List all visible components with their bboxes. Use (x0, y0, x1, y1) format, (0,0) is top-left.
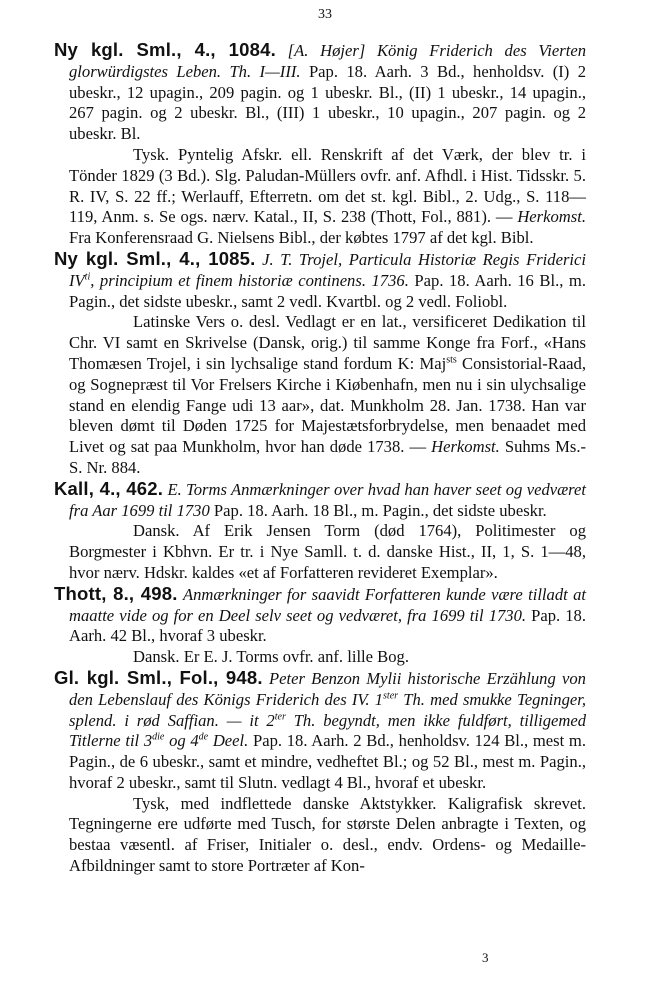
shelf-mark: Ny kgl. Sml., 4., 1085. (54, 247, 256, 269)
entry-note: Tysk, med indflettede danske Aktstykker. Kaligrafisk skrevet. Tegningerne ere udførte med Tusch, for største Delen anbragte i Texten, og bestaa væsentl. af Friser, Initialer o. desl., endv. Ordens- og Medaille-Afbildninger samt to store Portræter af Kon- (69, 793, 586, 876)
entry-title: E. Torms Anmærkninger over hvad han haver seet og vedværet fra Aar 1699 til 1730 (69, 479, 586, 520)
entry-title: J. T. Trojel, Particula Historiæ Regis Friderici $IV^{ti}$, principium et finem historiæ continens. 1736. (69, 249, 586, 290)
herkomst-label: Herkomst. (431, 437, 500, 457)
herkomst-label: Herkomst. (517, 207, 586, 227)
shelf-mark: Thott, 8., 498. (54, 582, 178, 604)
catalogue-entry (54, 584, 586, 668)
entry-title: Anmærkninger for saavidt Forfatteren kunde være tilladt at maatte vide og for en Deel selv seet og vedværet, fra 1699 til 1730. (69, 584, 586, 625)
catalogue-entry (54, 479, 586, 584)
shelf-mark: Ny kgl. Sml., 4., 1084. (54, 39, 276, 60)
entry-title: Peter Benzon Mylii historische Erzählung von den Lebenslauf des Königs Friderich des IV. $1^{ster}$ Th. med smukke Tegninger, splend. i rød Saffian. — it $2^{ter}$ Th. begyndt, men ikke fuldført, tilligemed Titlerne til $3^{die}$ og 4de Deel. (69, 668, 586, 751)
shelf-mark: Kall, 4., 462. (54, 477, 164, 499)
entry-note: Latinske Vers o. desl. Vedlagt er en lat., versificeret Dedikation til Chr. VI samt en Skrivelse (Dansk, orig.) til samme Konge fra Forf., «Hans Thomæsen Trojel, i sin lychsalige stand fordum K: Maj$^{sts}$ Consistorial-Raad, og Sognepræst til Vor Frelsers Kirche i Kiøbenhafn, men nu i sin ulychsalige stand en elendig Fange udi 13 aar», dat. Munkholm 28. Jan. 1738. Han var bleven dømt til Døden 1725 for Majestætsforbrydelse, men benaadet med Livet og sat paa Munkholm, hvor han døde 1738. — Herkomst. Suhms Ms.-S. Nr. 884. (69, 312, 586, 477)
entry-title: [A. Højer] König Friderich des Vierten glorwürdigstes Leben. Th. I—III. (69, 41, 586, 81)
entry-note: Dansk. Er E. J. Torms ovfr. anf. lille Bog. (133, 647, 409, 667)
catalogue-entry (54, 40, 586, 249)
entry-note: Dansk. Af Erik Jensen Torm (død 1764), Politimester og Borgmester i Kbhvn. Er tr. i Nye Samll. t. d. danske Hist., II, 1, S. 1—48, hvor nærv. Hdskr. kaldes «et af Forfatteren revideret Exemplar». (69, 521, 586, 582)
signature-mark: 3 (482, 950, 489, 965)
entry-description: Pap. 18. Aarh. 16 Bl., m. Pagin., det sidste ubeskr., samt 2 vedl. Kvartbl. og 2 vedl. Foliobl. (69, 270, 586, 311)
catalogue-body (54, 40, 586, 877)
entry-description: Pap. 18. Aarh. 42 Bl., hvoraf 3 ubeskr. (69, 605, 586, 646)
catalogue-entry (54, 249, 586, 479)
catalogue-entry (54, 668, 586, 877)
entry-note: Tysk. Pyntelig Afskr. ell. Renskrift af det Værk, der blev tr. i Tönder 1829 (3 Bd.). Slg. Paludan-Müllers ovfr. anf. Afhdl. i Hist. Tidsskr. 5. R. IV, S. 22 ff.; Werlauff, Efterretn. om det st. kgl. Bibl., 2. Udg., S. 118—119, Anm. s. Se ogs. nærv. Katal., II, S. 238 (Thott, Fol., 881). — Herkomst. Fra Konferensraad G. Nielsens Bibl., der købtes 1797 af det kgl. Bibl. (69, 144, 586, 248)
entry-description: Pap. 18. Aarh. 18 Bl., m. Pagin., det sidste ubeskr. (213, 500, 547, 520)
page-number: 33 (318, 7, 332, 22)
entry-description: Pap. 18. Aarh. 3 Bd., henholdsv. (I) 2 ubeskr., 12 upagin., 209 pagin. og 1 ubeskr. Bl., (II) 1 ubeskr., 14 upagin., 267 pagin. og 2 ubeskr. Bl., (III) 1 ubeskr., 10 upagin., 207 pagin. og 2 ubeskr. Bl. (69, 61, 586, 144)
entry-description: Pap. 18. Aarh. 2 Bd., henholdsv. 124 Bl., mest m. Pagin., de 6 ubeskr., samt et mindre, vedheftet Bl.; og 52 Bl., mest m. Pagin., hvoraf 2 ubeskr., samt til Slutn. vedlagt 4 Bl., hvoraf et ubeskr. (69, 731, 586, 792)
shelf-mark: Gl. kgl. Sml., Fol., 948. (54, 666, 263, 688)
